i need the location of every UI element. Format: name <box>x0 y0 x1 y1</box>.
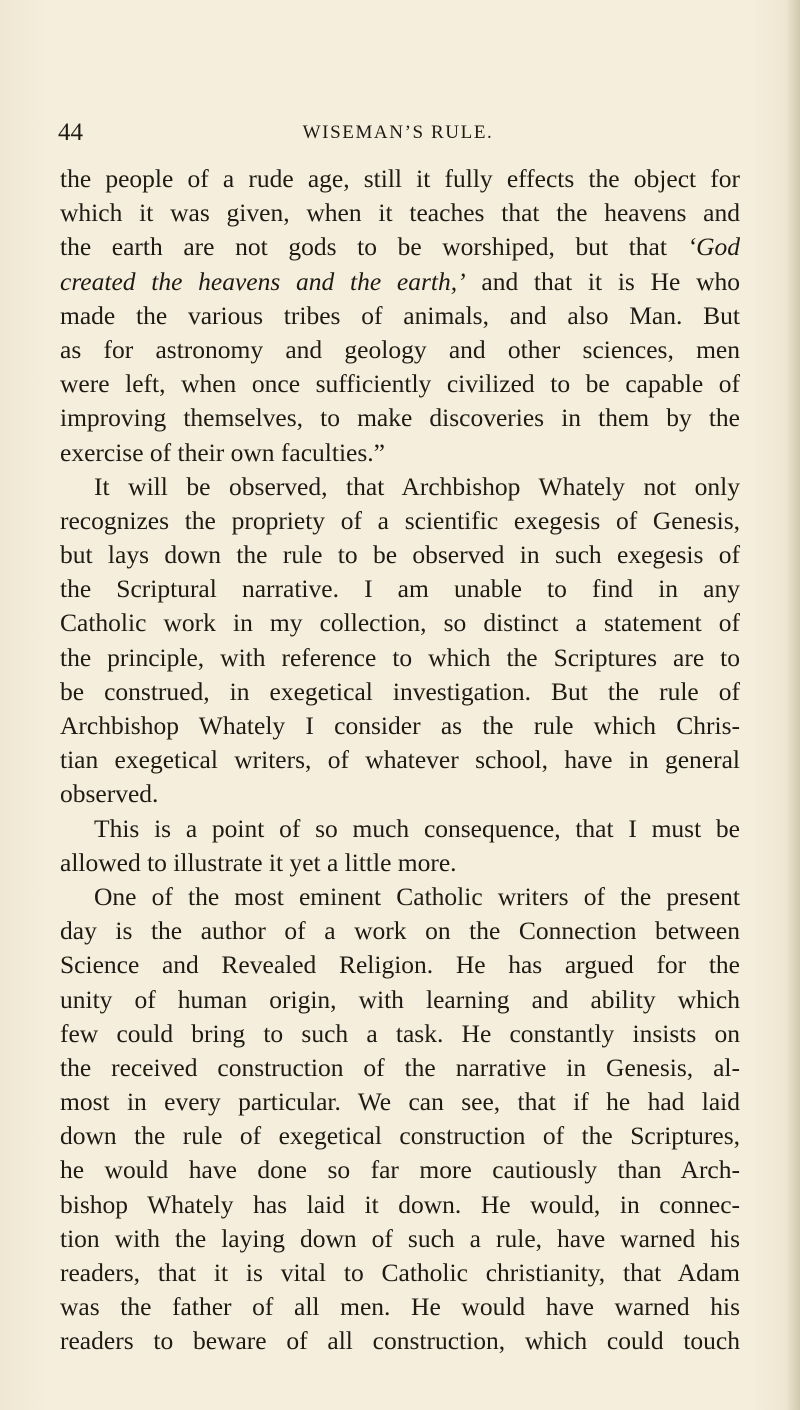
text-line: readers, that it is vital to Catholic christianity, that Adam <box>60 1258 740 1287</box>
text-line: the received construction of the narrative in Genesis, al- <box>60 1052 740 1082</box>
text-line: he would have done so far more cautiously than Arch- <box>60 1155 740 1185</box>
body-text <box>60 162 740 1359</box>
paragraph-4 <box>60 880 740 1359</box>
paragraph-1 <box>60 162 740 470</box>
text-line: exercise of their own faculties.” <box>60 437 385 467</box>
text-line: was the father of all men. He would have warned his <box>60 1292 740 1322</box>
text-line: which it was given, when it teaches that the heavens and <box>60 198 740 228</box>
text-line <box>60 265 740 299</box>
text-line: few could bring to such a task. He constantly insists on <box>60 1018 740 1048</box>
text-line: as for astronomy and geology and other sciences, men <box>60 334 740 364</box>
italic-quote: ‘God <box>687 232 740 262</box>
text-line: allowed to illustrate it yet a little more. <box>60 847 457 877</box>
text-line: tian exegetical writers, of whatever school, have in general <box>60 745 740 775</box>
text-line: recognizes the propriety of a scientific exegesis of Genesis, <box>60 505 740 535</box>
text-line: Archbishop Whately I consider as the rule which Chris- <box>60 711 740 740</box>
text-line: day is the author of a work on the Connection between <box>60 916 740 946</box>
text-line: It will be observed, that Archbishop Whately not only <box>94 471 740 501</box>
text-line <box>60 230 740 264</box>
page-number: 44 <box>58 119 83 146</box>
italic-quote: created the heavens and the earth,’ <box>60 266 466 296</box>
text-line: readers to beware of all construction, which could touch <box>60 1326 740 1356</box>
text-line: bishop Whately has laid it down. He would, in connec- <box>60 1189 740 1219</box>
text-line: the people of a rude age, still it fully effects the object for <box>60 164 740 193</box>
text-line: tion with the laying down of such a rule, have warned his <box>60 1223 740 1253</box>
text-line: be construed, in exegetical investigation. But the rule of <box>60 676 740 706</box>
text-line: Catholic work in my collection, so distinct a statement of <box>60 608 740 638</box>
text-line: down the rule of exegetical construction of the Scriptures, <box>60 1121 740 1151</box>
running-head: WISEMAN’S RULE. <box>302 122 494 143</box>
text-line: made the various tribes of animals, and also Man. But <box>60 300 740 330</box>
text-line: most in every particular. We can see, that if he had laid <box>60 1087 740 1117</box>
paragraph-3 <box>60 812 740 880</box>
page-header <box>58 118 738 148</box>
text-line: the principle, with reference to which the Scriptures are to <box>60 642 740 672</box>
text-line: were left, when once sufficiently civilized to be capable of <box>60 369 740 399</box>
text-line: the Scriptural narrative. I am unable to find in any <box>60 574 740 604</box>
text-segment: and that it is He who <box>465 266 740 296</box>
paragraph-2 <box>60 470 740 812</box>
text-segment: the earth are not gods to be worshiped, but that <box>60 232 688 262</box>
text-line: Science and Revealed Religion. He has argued for the <box>60 950 740 980</box>
text-line: but lays down the rule to be observed in such exegesis of <box>60 540 740 570</box>
text-line: One of the most eminent Catholic writers of the present <box>94 881 740 911</box>
text-line: unity of human origin, with learning and ability which <box>60 984 740 1014</box>
page-edge-shadow <box>786 0 800 1410</box>
text-line: observed. <box>60 779 159 809</box>
text-line: improving themselves, to make discoveries in them by the <box>60 403 740 433</box>
text-line: This is a point of so much consequence, that I must be <box>94 813 740 843</box>
